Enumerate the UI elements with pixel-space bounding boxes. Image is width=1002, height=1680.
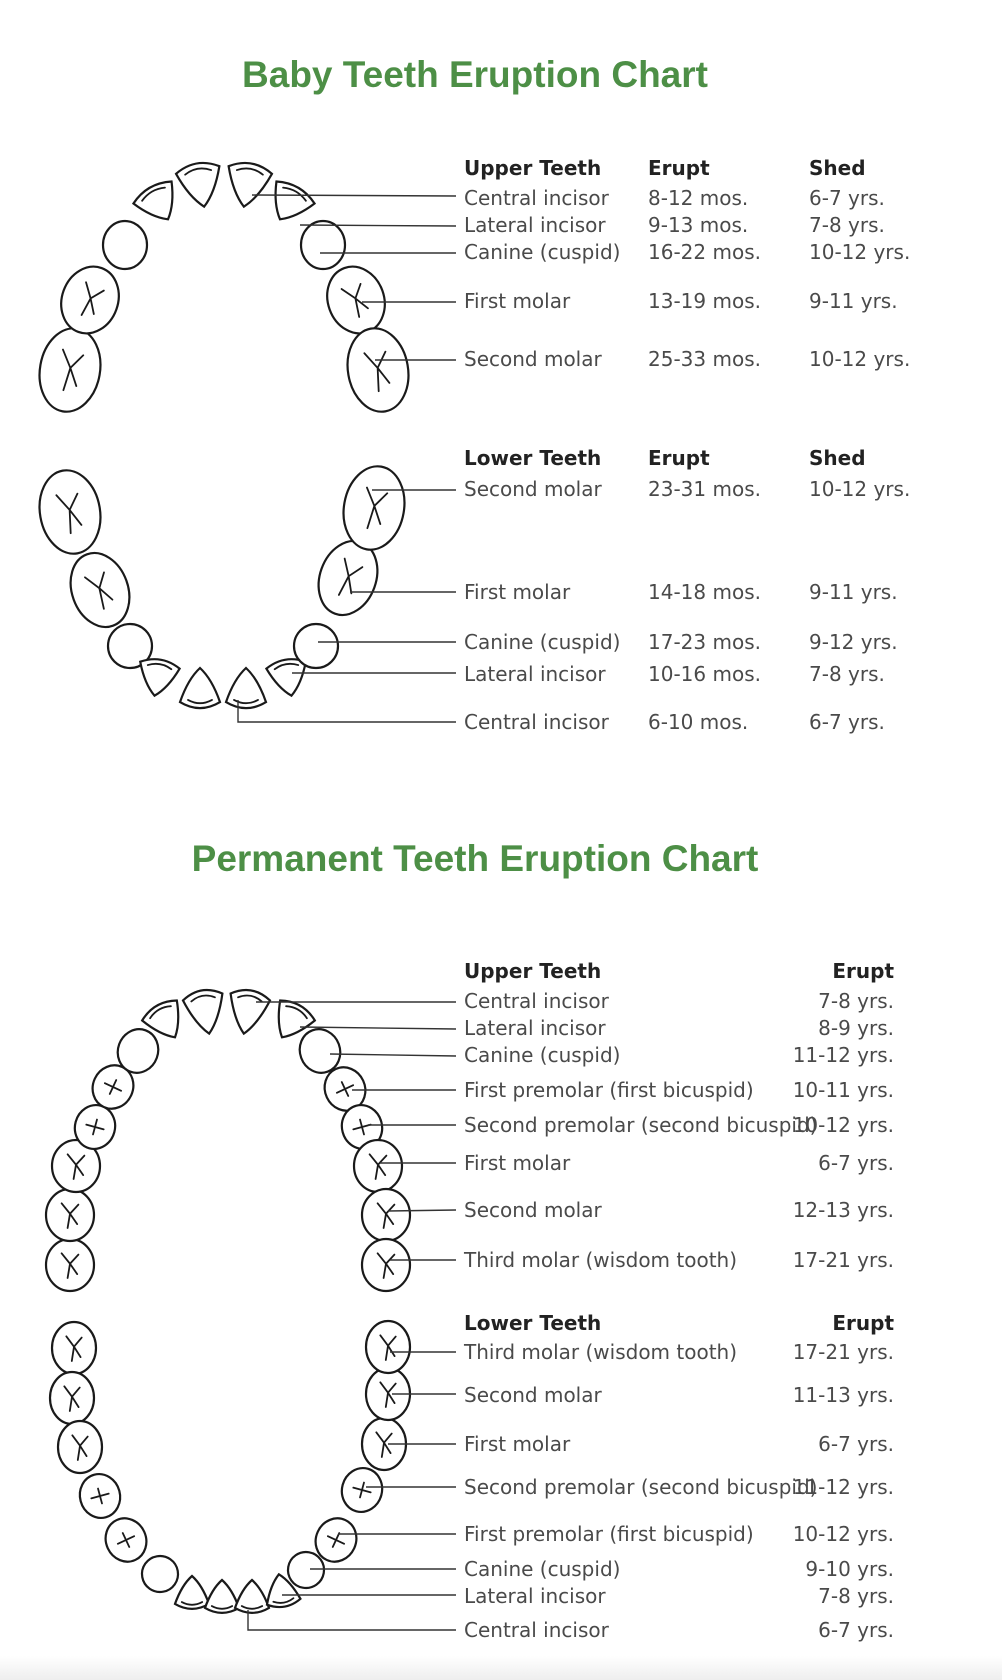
tooth-name: Canine (cuspid) — [464, 630, 621, 654]
baby-upper-tooth — [341, 323, 415, 416]
erupt-value: 7-8 yrs. — [818, 1584, 894, 1608]
erupt-value: 17-21 yrs. — [792, 1248, 894, 1272]
permanent-lower-tooth — [58, 1421, 102, 1473]
tooth-name: First molar — [464, 1432, 571, 1456]
erupt-value: 11-12 yrs. — [792, 1475, 894, 1499]
shed-value: 9-12 yrs. — [809, 630, 898, 654]
tooth-name: First molar — [464, 1151, 571, 1175]
baby-lower-tooth — [33, 465, 107, 558]
tooth-name: Canine (cuspid) — [464, 1043, 621, 1067]
tooth-name: Second molar — [464, 477, 602, 501]
erupt-value: 14-18 mos. — [648, 580, 761, 604]
leader-line — [388, 1210, 456, 1211]
shed-value: 9-11 yrs. — [809, 580, 898, 604]
leader-line — [300, 225, 456, 226]
erupt-value: 7-8 yrs. — [818, 989, 894, 1013]
erupt-value: 6-10 mos. — [648, 710, 749, 734]
permanent-lower-tooth — [52, 1322, 96, 1374]
permanent-upper-tooth — [224, 987, 271, 1037]
teeth-illustrations — [33, 160, 415, 1613]
baby-lower-tooth — [226, 668, 266, 708]
tooth-name: Lateral incisor — [464, 1016, 606, 1040]
leader-lines — [238, 195, 456, 1630]
permanent-lower-tooth — [75, 1470, 125, 1523]
erupt-value: 6-7 yrs. — [818, 1151, 894, 1175]
shed-value: 10-12 yrs. — [809, 240, 911, 264]
erupt-value: 10-16 mos. — [648, 662, 761, 686]
shed-value: 7-8 yrs. — [809, 213, 885, 237]
permanent-upper-tooth — [362, 1189, 410, 1241]
permanent-chart-title: Permanent Teeth Eruption Chart — [191, 838, 759, 879]
shed-value: 10-12 yrs. — [809, 477, 911, 501]
baby-lower-tooth — [135, 656, 181, 699]
baby-upper-tooth — [131, 177, 187, 231]
erupt-value: 17-23 mos. — [648, 630, 761, 654]
erupt-value: 11-13 yrs. — [792, 1383, 894, 1407]
tooth-name: Central incisor — [464, 186, 609, 210]
shed-value: 6-7 yrs. — [809, 186, 885, 210]
erupt-value: 11-12 yrs. — [792, 1043, 894, 1067]
leader-line — [330, 1054, 456, 1056]
erupt-value: 12-13 yrs. — [792, 1198, 894, 1222]
erupt-value: 10-11 yrs. — [792, 1078, 894, 1102]
permanent-upper-tooth — [354, 1140, 402, 1192]
erupt-value: 10-12 yrs. — [792, 1522, 894, 1546]
tooth-name: Second molar — [464, 347, 602, 371]
baby-upper-tooth — [52, 258, 128, 341]
baby-upper-tooth — [33, 323, 107, 416]
erupt-value: 10-12 yrs. — [792, 1113, 894, 1137]
tooth-name: First molar — [464, 289, 571, 313]
tooth-name: Central incisor — [464, 1618, 609, 1642]
tooth-name: Third molar (wisdom tooth) — [464, 1248, 738, 1272]
tooth-name: Central incisor — [464, 710, 609, 734]
leader-line — [252, 195, 456, 196]
baby-upper-tooth — [175, 160, 226, 211]
shed-value: 7-8 yrs. — [809, 662, 885, 686]
baby-upper-tooth — [222, 160, 273, 211]
baby-chart-title: Baby Teeth Eruption Chart — [242, 54, 708, 95]
tooth-name: Lateral incisor — [464, 213, 606, 237]
baby-lower-tooth — [294, 624, 338, 668]
tooth-name: First premolar (first bicuspid) — [464, 1078, 754, 1102]
shed-value: 10-12 yrs. — [809, 347, 911, 371]
tooth-name: Second premolar (second bicuspid) — [464, 1113, 818, 1137]
shed-value: 9-11 yrs. — [809, 289, 898, 313]
erupt-value: 9-13 mos. — [648, 213, 749, 237]
tooth-name: Canine (cuspid) — [464, 240, 621, 264]
tooth-name: Central incisor — [464, 989, 609, 1013]
permanent-lower-tooth — [99, 1512, 154, 1569]
permanent-upper-tooth — [46, 1239, 94, 1291]
erupt-value: 6-7 yrs. — [818, 1618, 894, 1642]
leader-line — [248, 1610, 456, 1630]
tooth-name: Lateral incisor — [464, 662, 606, 686]
permanent-upper-tooth — [46, 1189, 94, 1241]
baby-upper-shed-header: Shed — [809, 156, 866, 180]
tooth-name: Third molar (wisdom tooth) — [464, 1340, 738, 1364]
shed-value: 6-7 yrs. — [809, 710, 885, 734]
tooth-name: First premolar (first bicuspid) — [464, 1522, 754, 1546]
erupt-value: 9-10 yrs. — [805, 1557, 894, 1581]
permanent-upper-tooth — [182, 987, 229, 1037]
baby-lower-tooth — [180, 668, 220, 708]
permanent-lower-header: Lower Teeth — [464, 1311, 602, 1335]
erupt-value: 16-22 mos. — [648, 240, 761, 264]
leader-line — [238, 700, 456, 722]
tooth-name: Second premolar (second bicuspid) — [464, 1475, 818, 1499]
permanent-lower-erupt-header: Erupt — [832, 1311, 894, 1335]
erupt-value: 25-33 mos. — [648, 347, 761, 371]
tooth-name: First molar — [464, 580, 571, 604]
permanent-upper-erupt-header: Erupt — [832, 959, 894, 983]
permanent-lower-tooth — [175, 1576, 209, 1609]
permanent-upper-header: Upper Teeth — [464, 959, 602, 983]
bottom-edge-shade — [0, 1656, 1002, 1680]
baby-lower-erupt-header: Erupt — [648, 446, 710, 470]
baby-lower-header: Lower Teeth — [464, 446, 602, 470]
baby-upper-header: Upper Teeth — [464, 156, 602, 180]
erupt-value: 13-19 mos. — [648, 289, 761, 313]
erupt-value: 6-7 yrs. — [818, 1432, 894, 1456]
eruption-tables — [463, 156, 910, 1642]
baby-upper-tooth — [301, 221, 345, 269]
erupt-value: 8-12 mos. — [648, 186, 749, 210]
permanent-lower-tooth — [235, 1580, 269, 1613]
baby-upper-tooth — [103, 221, 147, 269]
permanent-lower-tooth — [337, 1464, 387, 1517]
baby-upper-erupt-header: Erupt — [648, 156, 710, 180]
erupt-value: 23-31 mos. — [648, 477, 761, 501]
tooth-name: Second molar — [464, 1383, 602, 1407]
erupt-value: 8-9 yrs. — [818, 1016, 894, 1040]
permanent-lower-tooth — [366, 1321, 410, 1373]
permanent-lower-tooth — [139, 1553, 181, 1595]
permanent-lower-tooth — [50, 1372, 94, 1424]
baby-lower-shed-header: Shed — [809, 446, 866, 470]
erupt-value: 17-21 yrs. — [792, 1340, 894, 1364]
tooth-name: Second molar — [464, 1198, 602, 1222]
tooth-name: Lateral incisor — [464, 1584, 606, 1608]
baby-upper-tooth — [261, 177, 317, 231]
baby-lower-tooth — [61, 545, 140, 636]
tooth-name: Canine (cuspid) — [464, 1557, 621, 1581]
permanent-upper-tooth — [362, 1239, 410, 1291]
